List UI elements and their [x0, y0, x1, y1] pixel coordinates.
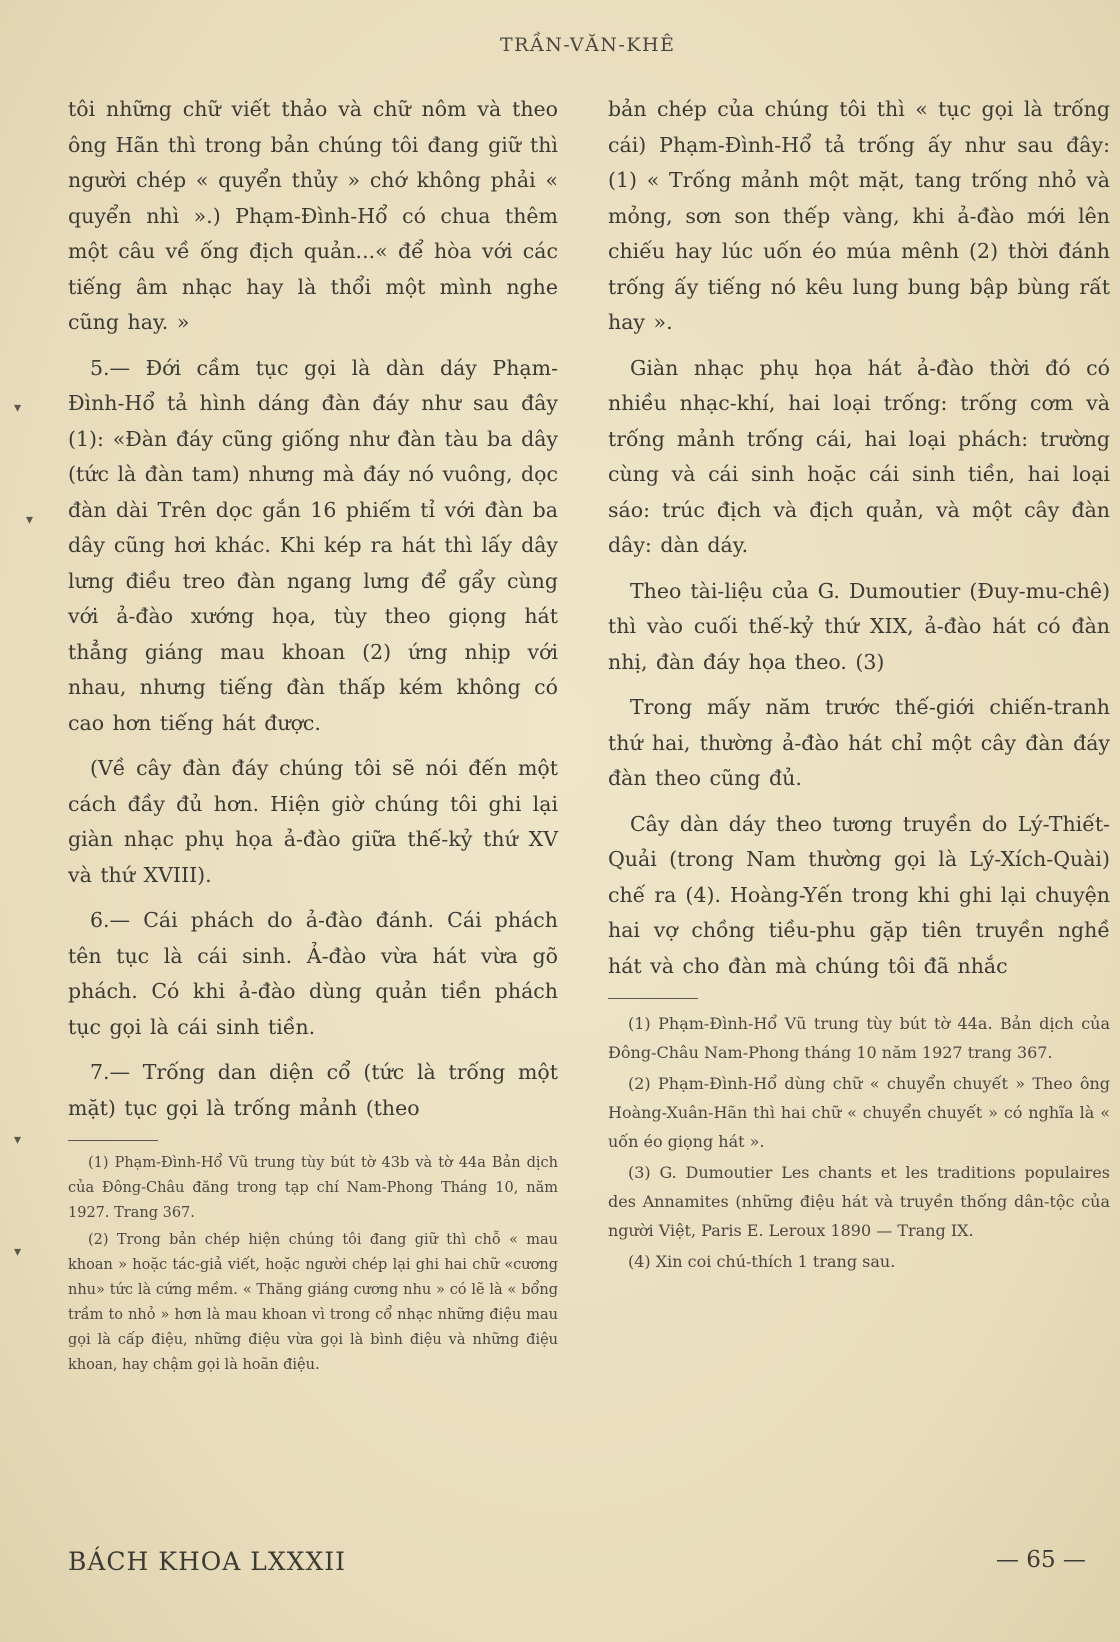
footnote: (2) Phạm-Đình-Hổ dùng chữ « chuyển chuyết » Theo ông Hoàng-Xuân-Hãn thì hai chữ « chuyển chuyết » có nghĩa là « uốn éo giọng hát ».	[608, 1074, 1110, 1151]
right-column	[608, 92, 1110, 1278]
paragraph: 6.— Cái phách do ả-đào đánh. Cái phách tên tục là cái sinh. Ả-đào vừa hát vừa gõ phách. Có khi ả-đào dùng quản tiền phách tục gọi là cái sinh tiền.	[68, 908, 558, 1039]
paragraph: tôi những chữ viết thảo và chữ nôm và theo ông Hãn thì trong bản chúng tôi đang giữ thì người chép « quyển thủy » chớ không phải « quyển nhì ».) Phạm-Đình-Hổ có chua thêm một câu về ống địch quản...« để hòa với các tiếng âm nhạc hay là thổi một mình nghe cũng hay. »	[68, 97, 558, 334]
footnote: (2) Trong bản chép hiện chúng tôi đang giữ thì chỗ « mau khoan » hoặc tác-giả viết, hoặc người chép lại ghi hai chữ «cương nhu» tức là cứng mềm. « Thăng giáng cương nhu » có lẽ là « bổng trầm to nhỏ » hơn là mau khoan vì trong cổ nhạc những điệu mau gọi là cấp điệu, những điệu vừa gọi là bình điệu và những điệu khoan, hay chậm gọi là hoãn điệu.	[68, 1232, 558, 1373]
paragraph: bản chép của chúng tôi thì « tục gọi là trống cái) Phạm-Đình-Hổ tả trống ấy như sau đây: (1) « Trống mảnh một mặt, tang trống nhỏ và mỏng, sơn son thếp vàng, khi ả-đào mới lên chiếu hay lúc uốn éo múa mênh (2) thời đánh trống ấy tiếng nó kêu lung bung bập bùng rất hay ».	[608, 97, 1110, 334]
paragraph: Theo tài-liệu của G. Dumoutier (Đuy-mu-chê) thì vào cuối thế-kỷ thứ XIX, ả-đào hát có đàn nhị, đàn đáy họa theo. (3)	[608, 578, 1110, 674]
margin-mark: ▾	[14, 1244, 22, 1260]
margin-mark: ▾	[14, 400, 22, 416]
running-title: TRẦN-VĂN-KHÊ	[500, 34, 676, 56]
footnote: (3) G. Dumoutier Les chants et les traditions populaires des Annamites (những điệu hát và truyền thống dân-tộc của người Việt, Paris E. Leroux 1890 — Trang IX.	[608, 1163, 1110, 1240]
footnote-divider	[608, 998, 698, 999]
footnote: (4) Xin coi chú-thích 1 trang sau.	[628, 1252, 896, 1271]
paragraph: (Về cây đàn đáy chúng tôi sẽ nói đến một cách đầy đủ hơn. Hiện giờ chúng tôi ghi lại giàn nhạc phụ họa ả-đào giữa thế-kỷ thứ XV và thứ XVIII).	[68, 756, 558, 887]
footnote: (1) Phạm-Đình-Hổ Vũ trung tùy bút tờ 43b và tờ 44a Bản dịch của Đông-Châu đăng trong tạp chí Nam-Phong Tháng 10, năm 1927. Trang 367.	[68, 1155, 558, 1221]
paragraph: 5.— Đới cầm tục gọi là dàn dáy Phạm-Đình-Hổ tả hình dáng đàn đáy như sau đây (1): «Đàn đáy cũng giống như đàn tàu ba dây (tức là đàn tam) nhưng mà đáy nó vuông, dọc đàn dài Trên dọc gắn 16 phiếm tỉ với đàn ba dây cũng hơi khác. Khi kép ra hát thì lấy dây lưng điều treo đàn ngang lưng để gẩy cùng với ả-đào xướng họa, tùy theo giọng hát thẳng giáng mau khoan (2) ứng nhịp với nhau, nhưng tiếng đàn thấp kém không có cao hơn tiếng hát được.	[68, 355, 558, 735]
paragraph: Cây dàn dáy theo tương truyền do Lý-Thiết-Quải (trong Nam thường gọi là Lý-Xích-Quài) chế ra (4). Hoàng-Yến trong khi ghi lại chuyện hai vợ chồng tiều-phu gặp tiên truyền nghề hát và cho đàn mà chúng tôi đã nhắc	[608, 811, 1110, 978]
margin-mark: ▾	[14, 1132, 22, 1148]
page-number: — 65 —	[996, 1547, 1086, 1573]
footnote: (1) Phạm-Đình-Hổ Vũ trung tùy bút tờ 44a. Bản dịch của Đông-Châu Nam-Phong tháng 10 năm 1927 trang 367.	[608, 1014, 1110, 1062]
paragraph: Trong mấy năm trước thế-giới chiến-tranh thứ hai, thường ả-đào hát chỉ một cây đàn đáy đàn theo cũng đủ.	[608, 695, 1110, 790]
left-column	[68, 92, 558, 1380]
publication-title: BÁCH KHOA LXXXII	[68, 1547, 347, 1576]
footnote-divider	[68, 1140, 158, 1141]
margin-mark: ▾	[26, 512, 34, 528]
paragraph: Giàn nhạc phụ họa hát ả-đào thời đó có nhiều nhạc-khí, hai loại trống: trống cơm và trống mảnh trống cái, hai loại phách: trường cùng và cái sinh hoặc cái sinh tiền, hai loại sáo: trúc địch và địch quản, và một cây đàn dây: dàn dáy.	[608, 355, 1110, 557]
paragraph: 7.— Trống dan diện cổ (tức là trống một mặt) tục gọi là trống mảnh (theo	[68, 1060, 558, 1120]
